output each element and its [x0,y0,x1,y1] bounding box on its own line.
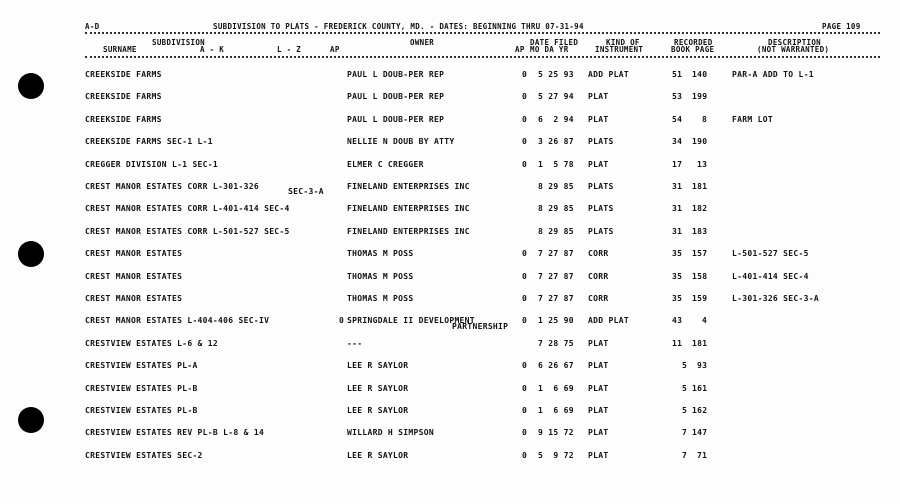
table-row [0,70,900,84]
description: L-501-527 SEC-5 [732,249,809,259]
owner-name: PAUL L DOUB-PER REP [347,92,445,102]
book-number: 5 [682,361,688,371]
book-number: 17 [672,159,683,169]
date-filed: 7 28 75 [538,338,574,348]
owner-ap: 0 [522,249,528,259]
owner-name: WILLARD H SIMPSON [347,428,434,438]
instrument-kind: PLATS [588,204,614,214]
page-number-cell: 147 [692,428,708,438]
header-rule-bottom [85,56,880,58]
date-filed: 5 9 72 [538,450,574,460]
page-number-cell: 4 [702,316,708,326]
page-number-cell: 162 [692,406,708,415]
table-row [0,339,900,353]
owner-ap: 0 [522,406,528,415]
table-row [0,384,900,398]
owner-name: THOMAS M POSS [347,271,414,281]
owner-ap: 0 [522,361,528,371]
owner-name: FINELAND ENTERPRISES INC [347,182,470,191]
book-number: 31 [672,204,683,214]
instrument-kind: PLAT [588,361,609,371]
table-row [0,316,900,330]
date-filed: 8 29 85 [538,182,574,191]
col-owner: OWNER [410,38,435,47]
date-filed: 7 27 87 [538,249,574,259]
col-subdivision: SUBDIVISION [152,38,205,47]
instrument-kind: PLATS [588,226,614,236]
page-number-cell: 157 [692,249,708,259]
owner-name-continued: PARTNERSHIP [452,322,509,332]
subdivision-name: CREST MANOR ESTATES CORR L-501-527 SEC-5 [85,226,290,236]
page-number-cell: 158 [692,271,708,281]
owner-name: THOMAS M POSS [347,249,414,259]
subdivision-name: CRESTVIEW ESTATES PL-B [85,406,198,415]
table-row [0,92,900,106]
header-rule-top [85,32,880,34]
subdivision-name: CREGGER DIVISION L-1 SEC-1 [85,159,219,169]
subdivision-name: CRESTVIEW ESTATES SEC-2 [85,450,203,460]
table-row [0,115,900,129]
owner-name: PAUL L DOUB-PER REP [347,114,445,124]
instrument-kind: PLAT [588,92,609,102]
owner-ap: 0 [522,428,528,438]
col-recorded: RECORDED [674,38,713,47]
ap-flag: 0 [339,316,345,326]
table-row [0,227,900,241]
instrument-kind: PLAT [588,428,609,438]
page-number-cell: 71 [697,450,708,460]
date-filed: 8 29 85 [538,226,574,236]
instrument-kind: PLAT [588,159,609,169]
subdivision-name: CREST MANOR ESTATES L-404-406 SEC-IV [85,316,270,326]
col-l-z: L - Z [277,45,302,54]
instrument-kind: PLATS [588,137,614,147]
col-mo-da-yr: MO DA YR [530,45,569,54]
subdivision-name: CRESTVIEW ESTATES PL-A [85,361,198,371]
date-filed: 6 26 67 [538,361,574,371]
book-number: 35 [672,271,683,281]
book-number: 34 [672,137,683,147]
owner-ap: 0 [522,92,528,102]
date-filed: 8 29 85 [538,204,574,214]
col-instrument: INSTRUMENT [595,45,644,54]
owner-name: LEE R SAYLOR [347,406,409,415]
col-date-filed: DATE FILED [530,38,579,47]
subdivision-name: CREEKSIDE FARMS SEC-1 L-1 [85,137,213,147]
subdivision-name: CRESTVIEW ESTATES L-6 & 12 [85,338,219,348]
page-number-cell: 93 [697,361,708,371]
page-number-cell: 159 [692,294,708,303]
subdivision-name: CREST MANOR ESTATES CORR L-401-414 SEC-4 [85,204,290,214]
page-number-cell: 182 [692,204,708,214]
book-number: 43 [672,316,683,326]
owner-name: ELMER C CREGGER [347,159,424,169]
description: L-301-326 SEC-3-A [732,294,819,303]
col-ap2: AP [515,45,525,54]
book-number: 35 [672,294,683,303]
date-filed: 1 25 90 [538,316,574,326]
description: FARM LOT [732,114,773,124]
owner-name: LEE R SAYLOR [347,383,409,393]
col-not-warranted: (NOT WARRANTED) [757,45,830,54]
owner-name: --- [347,338,363,348]
table-row [0,406,900,420]
book-number: 7 [682,428,688,438]
date-filed: 5 25 93 [538,70,574,79]
instrument-kind: CORR [588,271,609,281]
owner-name: THOMAS M POSS [347,294,414,303]
book-number: 54 [672,114,683,124]
subdivision-name: CREEKSIDE FARMS [85,70,162,79]
col-surname: SURNAME [103,45,137,54]
page-number-cell: 183 [692,226,708,236]
instrument-kind: PLAT [588,406,609,415]
header-code: A-D [85,22,100,31]
page-number-cell: 13 [697,159,708,169]
owner-ap: 0 [522,316,528,326]
owner-name: SPRINGDALE II DEVELOPMENT [347,316,475,326]
subdivision-name: CRESTVIEW ESTATES PL-B [85,383,198,393]
owner-ap: 0 [522,294,528,303]
instrument-kind: ADD PLAT [588,70,629,79]
date-filed: 6 2 94 [538,114,574,124]
date-filed: 1 6 69 [538,406,574,415]
table-row [0,361,900,375]
date-filed: 7 27 87 [538,294,574,303]
page-number: PAGE 109 [822,22,861,31]
instrument-kind: PLATS [588,182,614,191]
owner-name: FINELAND ENTERPRISES INC [347,204,470,214]
col-kind-of: KIND OF [606,38,640,47]
book-number: 7 [682,450,688,460]
subdivision-name: CREST MANOR ESTATES CORR L-301-326 [85,182,259,191]
table-row [0,160,900,174]
table-row [0,272,900,286]
page-number-cell: 181 [692,182,708,191]
col-description: DESCRIPTION [768,38,821,47]
owner-ap: 0 [522,159,528,169]
subdivision-name: CREEKSIDE FARMS [85,92,162,102]
subdivision-name: CRESTVIEW ESTATES REV PL-B L-8 & 14 [85,428,265,438]
date-filed: 9 15 72 [538,428,574,438]
owner-name: LEE R SAYLOR [347,361,409,371]
table-row [0,204,900,218]
book-number: 31 [672,226,683,236]
table-row [0,182,900,196]
date-filed: 1 6 69 [538,383,574,393]
table-row [0,137,900,151]
instrument-kind: CORR [588,249,609,259]
instrument-kind: PLAT [588,338,609,348]
table-row [0,428,900,442]
owner-name: LEE R SAYLOR [347,450,409,460]
book-number: 11 [672,338,683,348]
owner-ap: 0 [522,450,528,460]
owner-ap: 0 [522,271,528,281]
description: L-401-414 SEC-4 [732,271,809,281]
subdivision-name-overflow: SEC-3-A [288,187,324,196]
owner-ap: 0 [522,137,528,147]
instrument-kind: PLAT [588,450,609,460]
table-row [0,249,900,263]
book-number: 5 [682,383,688,393]
page-number-cell: 181 [692,338,708,348]
owner-ap: 0 [522,114,528,124]
date-filed: 7 27 87 [538,271,574,281]
page-number-cell: 199 [692,92,708,102]
instrument-kind: PLAT [588,383,609,393]
owner-ap: 0 [522,383,528,393]
instrument-kind: PLAT [588,114,609,124]
date-filed: 5 27 94 [538,92,574,102]
owner-name: NELLIE N DOUB BY ATTY [347,137,455,147]
description: PAR-A ADD TO L-1 [732,70,814,79]
owner-name: PAUL L DOUB-PER REP [347,70,445,79]
page-number-cell: 161 [692,383,708,393]
instrument-kind: ADD PLAT [588,316,629,326]
page-number-cell: 190 [692,137,708,147]
col-ap: AP [330,45,340,54]
subdivision-name: CREST MANOR ESTATES [85,249,183,259]
subdivision-name: CREST MANOR ESTATES [85,271,183,281]
date-filed: 3 26 87 [538,137,574,147]
page-title: SUBDIVISION TO PLATS - FREDERICK COUNTY, MD. - DATES: BEGINNING THRU 07-31-94 [213,22,584,31]
page-number-cell: 140 [692,70,708,79]
table-row [0,451,900,465]
col-book-page: BOOK PAGE [671,45,715,54]
book-number: 53 [672,92,683,102]
col-a-k: A - K [200,45,225,54]
book-number: 35 [672,249,683,259]
subdivision-name: CREST MANOR ESTATES [85,294,183,303]
book-number: 51 [672,70,683,79]
owner-ap: 0 [522,70,528,79]
table-row [0,294,900,308]
instrument-kind: CORR [588,294,609,303]
book-number: 31 [672,182,683,191]
subdivision-name: CREEKSIDE FARMS [85,114,162,124]
book-number: 5 [682,406,688,415]
page-number-cell: 8 [702,114,708,124]
date-filed: 1 5 78 [538,159,574,169]
owner-name: FINELAND ENTERPRISES INC [347,226,470,236]
